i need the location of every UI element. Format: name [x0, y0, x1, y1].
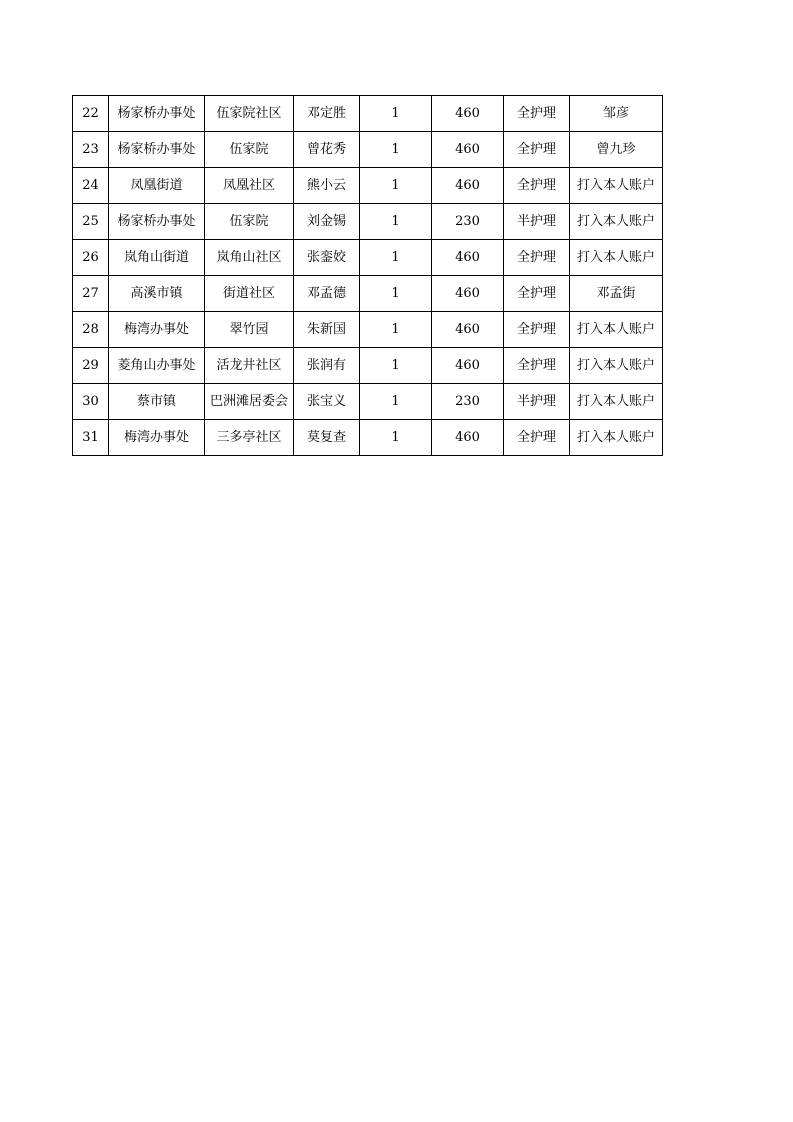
cell-office: 梅湾办事处 [109, 312, 205, 348]
cell-amount: 460 [432, 312, 504, 348]
cell-account: 打入本人账户 [570, 348, 663, 384]
cell-care: 全护理 [504, 348, 570, 384]
table-row [73, 132, 663, 168]
cell-care: 全护理 [504, 276, 570, 312]
cell-name: 朱新国 [294, 312, 360, 348]
cell-count: 1 [360, 312, 432, 348]
cell-name: 邓定胜 [294, 96, 360, 132]
cell-amount: 460 [432, 240, 504, 276]
cell-office: 高溪市镇 [109, 276, 205, 312]
cell-no: 22 [73, 96, 109, 132]
cell-community: 岚角山社区 [205, 240, 294, 276]
table-row [73, 348, 663, 384]
cell-no: 31 [73, 420, 109, 456]
cell-count: 1 [360, 96, 432, 132]
cell-no: 24 [73, 168, 109, 204]
cell-amount: 460 [432, 420, 504, 456]
allowance-table [72, 95, 663, 456]
cell-community: 伍家院 [205, 132, 294, 168]
cell-care: 半护理 [504, 384, 570, 420]
cell-count: 1 [360, 384, 432, 420]
cell-community: 凤凰社区 [205, 168, 294, 204]
cell-office: 凤凰街道 [109, 168, 205, 204]
cell-community: 伍家院 [205, 204, 294, 240]
cell-account: 打入本人账户 [570, 312, 663, 348]
cell-name: 邓孟德 [294, 276, 360, 312]
cell-count: 1 [360, 168, 432, 204]
cell-name: 张宝义 [294, 384, 360, 420]
cell-no: 30 [73, 384, 109, 420]
cell-account: 邓孟街 [570, 276, 663, 312]
cell-account: 打入本人账户 [570, 420, 663, 456]
cell-count: 1 [360, 240, 432, 276]
cell-office: 杨家桥办事处 [109, 96, 205, 132]
cell-amount: 460 [432, 96, 504, 132]
cell-count: 1 [360, 132, 432, 168]
cell-account: 打入本人账户 [570, 168, 663, 204]
cell-no: 28 [73, 312, 109, 348]
cell-account: 打入本人账户 [570, 240, 663, 276]
cell-community: 活龙井社区 [205, 348, 294, 384]
cell-office: 杨家桥办事处 [109, 204, 205, 240]
table-row [73, 384, 663, 420]
cell-community: 街道社区 [205, 276, 294, 312]
cell-name: 刘金锡 [294, 204, 360, 240]
cell-care: 全护理 [504, 96, 570, 132]
cell-no: 23 [73, 132, 109, 168]
table-row [73, 276, 663, 312]
cell-amount: 230 [432, 204, 504, 240]
cell-account: 打入本人账户 [570, 384, 663, 420]
cell-account: 邹彦 [570, 96, 663, 132]
cell-name: 曾花秀 [294, 132, 360, 168]
cell-no: 27 [73, 276, 109, 312]
cell-name: 张銮姣 [294, 240, 360, 276]
cell-count: 1 [360, 348, 432, 384]
table-row [73, 312, 663, 348]
cell-office: 杨家桥办事处 [109, 132, 205, 168]
cell-office: 岚角山街道 [109, 240, 205, 276]
cell-office: 蔡市镇 [109, 384, 205, 420]
cell-count: 1 [360, 204, 432, 240]
table-row [73, 420, 663, 456]
cell-care: 全护理 [504, 312, 570, 348]
cell-community: 翠竹园 [205, 312, 294, 348]
table-row [73, 96, 663, 132]
cell-community: 巴洲滩居委会 [205, 384, 294, 420]
table-row [73, 204, 663, 240]
cell-amount: 460 [432, 276, 504, 312]
cell-amount: 460 [432, 168, 504, 204]
cell-account: 曾九珍 [570, 132, 663, 168]
cell-name: 莫复查 [294, 420, 360, 456]
cell-care: 全护理 [504, 168, 570, 204]
table-body [73, 96, 663, 456]
cell-no: 25 [73, 204, 109, 240]
cell-amount: 230 [432, 384, 504, 420]
cell-care: 半护理 [504, 204, 570, 240]
cell-office: 菱角山办事处 [109, 348, 205, 384]
cell-count: 1 [360, 276, 432, 312]
cell-name: 熊小云 [294, 168, 360, 204]
table-row [73, 168, 663, 204]
cell-care: 全护理 [504, 420, 570, 456]
cell-community: 伍家院社区 [205, 96, 294, 132]
cell-care: 全护理 [504, 240, 570, 276]
cell-care: 全护理 [504, 132, 570, 168]
cell-no: 29 [73, 348, 109, 384]
cell-amount: 460 [432, 348, 504, 384]
cell-name: 张润有 [294, 348, 360, 384]
cell-community: 三多亭社区 [205, 420, 294, 456]
cell-no: 26 [73, 240, 109, 276]
table-row [73, 240, 663, 276]
cell-account: 打入本人账户 [570, 204, 663, 240]
cell-count: 1 [360, 420, 432, 456]
cell-amount: 460 [432, 132, 504, 168]
cell-office: 梅湾办事处 [109, 420, 205, 456]
